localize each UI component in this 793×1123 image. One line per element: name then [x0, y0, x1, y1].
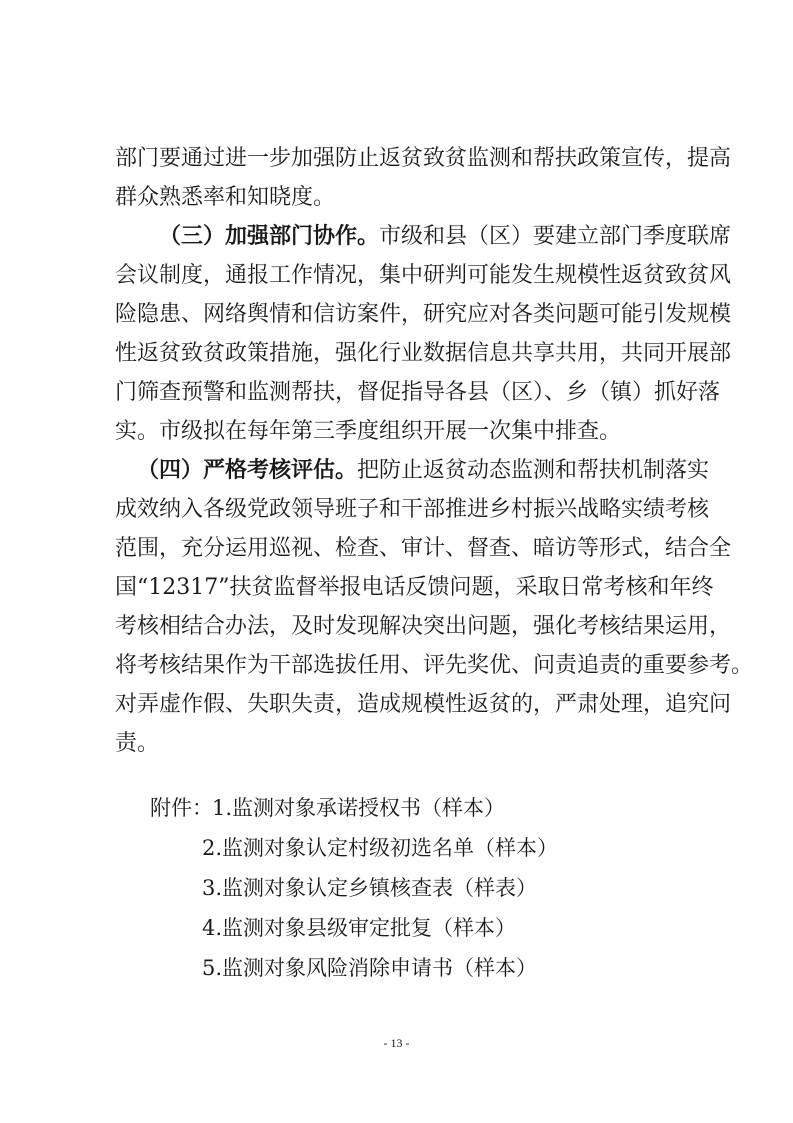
- section-heading: （三）加强部门协作。: [159, 224, 380, 249]
- paragraph-line: 会议制度，通报工作情况，集中研判可能发生规模性返贫致贫风: [115, 263, 732, 288]
- attachment-item: 2.监测对象认定村级初选名单（样本）: [202, 836, 559, 860]
- attachment-item: 4.监测对象县级审定批复（样本）: [202, 916, 517, 940]
- attachments-label: 附件：: [150, 796, 213, 820]
- page-number: - 13 -: [383, 1036, 410, 1050]
- attachment-item: 3.监测对象认定乡镇核查表（样表）: [202, 876, 538, 900]
- paragraph-line: [115, 222, 732, 252]
- paragraph-line: 门筛查预警和监测帮扶，督促指导各县（区）、乡（镇）抓好落: [115, 380, 721, 405]
- paragraph-line: 险隐患、网络舆情和信访案件，研究应对各类问题可能引发规模: [115, 302, 732, 327]
- paragraph-line: [115, 456, 710, 486]
- paragraph-line: 性返贫致贫政策措施，强化行业数据信息共享共用，共同开展部: [115, 341, 732, 366]
- paragraph-line: 责。: [115, 731, 160, 756]
- paragraph-line: 部门要通过进一步加强防止返贫致贫监测和帮扶政策宣传，提高: [115, 146, 732, 171]
- paragraph-line: 群众熟悉率和知晓度。: [115, 185, 336, 210]
- paragraph-line: 实。市级拟在每年第三季度组织开展一次集中排查。: [115, 419, 622, 444]
- paragraph-text: 市级和县（区）要建立部门季度联席: [379, 224, 732, 249]
- attachment-item: 1.监测对象承诺授权书（样本）: [212, 796, 506, 820]
- paragraph-line: 范围，充分运用巡视、检查、审计、督查、暗访等形式，结合全: [115, 536, 732, 561]
- paragraph-line: 对弄虚作假、失职失责，造成规模性返贫的，严肃处理，追究问: [115, 692, 732, 717]
- paragraph-line: 将考核结果作为干部选拔任用、评先奖优、问责追责的重要参考。: [115, 653, 754, 678]
- paragraph-text: 把防止返贫动态监测和帮扶机制落实: [357, 458, 710, 483]
- paragraph-line: 考核相结合办法，及时发现解决突出问题，强化考核结果运用，: [115, 614, 732, 639]
- attachment-item: 5.监测对象风险消除申请书（样本）: [202, 956, 538, 980]
- paragraph-line: 成效纳入各级党政领导班子和干部推进乡村振兴战略实绩考核: [115, 497, 710, 522]
- section-heading: （四）严格考核评估。: [137, 458, 358, 483]
- paragraph-line: 国“12317”扶贫监督举报电话反馈问题，采取日常考核和年终: [115, 575, 714, 600]
